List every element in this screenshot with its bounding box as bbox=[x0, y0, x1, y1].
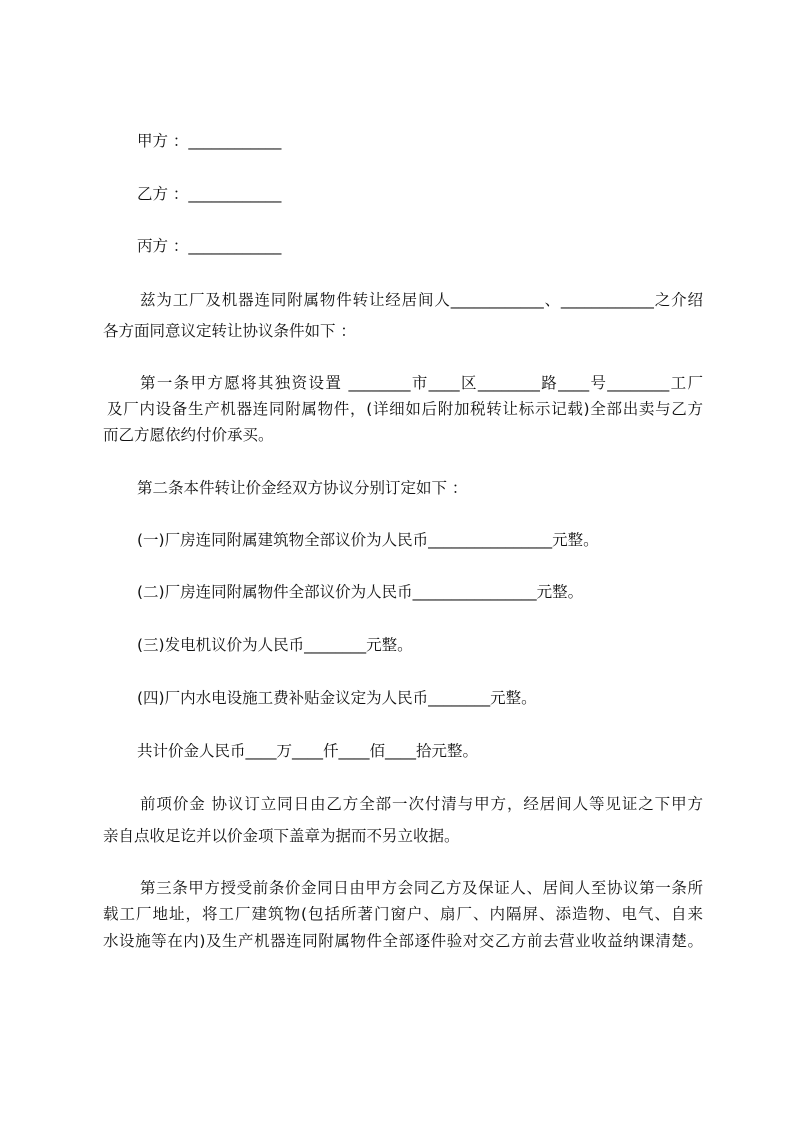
party-line-bing: 丙方 ：____________ bbox=[137, 237, 282, 255]
price-item: (一)厂房连同附属建筑物全部议价为人民币________________元整。 bbox=[137, 531, 599, 549]
price-total: 共计价金人民币____万____仟____佰____拾元整。 bbox=[137, 742, 479, 760]
price-item: (四)厂内水电设施工费补贴金议定为人民币________元整。 bbox=[137, 689, 537, 707]
party-line-jia: 甲方 ：____________ bbox=[137, 132, 282, 150]
article-3-line: 水设施等在内)及生产机器连同附属物件全部逐件验对交乙方前去营业收益纳课清楚。 bbox=[103, 932, 703, 950]
article-1-line: 第一条甲方愿将其独资设置 ________市____区________路____号________工厂 bbox=[140, 374, 703, 392]
article-1-line: 及厂内设备生产机器连同附属物件，(详细如后附加税转让标示记载)全部出卖与乙方 bbox=[107, 400, 703, 418]
price-item: (三)发电机议价为人民币________元整。 bbox=[137, 636, 413, 654]
article-3-line: 第三条甲方授受前条价金同日由甲方会同乙方及保证人、居间人至协议第一条所 bbox=[140, 879, 703, 897]
article-1-line: 而乙方愿依约付价承买。 bbox=[103, 426, 274, 444]
price-item: (二)厂房连同附属物件全部议价为人民币________________元整。 bbox=[137, 583, 584, 601]
intro-line: 兹为工厂及机器连同附属物件转让经居间人____________、____________之介绍 bbox=[140, 291, 703, 309]
article-3-line: 载工厂地址，将工厂建筑物(包括所著门窗户、扇厂、内隔屏、添造物、电气、自来 bbox=[103, 905, 703, 923]
payment-line: 亲自点收足讫并以价金项下盖章为据而不另立收据。 bbox=[103, 827, 460, 845]
intro-line: 各方面同意议定转让协议条件如下 ： bbox=[103, 322, 356, 340]
payment-line: 前项价金 协议订立同日由乙方全部一次付清与甲方，经居间人等见证之下甲方 bbox=[140, 795, 703, 813]
article-2-heading: 第二条本件转让价金经双方协议分别订定如下 ： bbox=[137, 479, 468, 497]
party-line-yi: 乙方 ：____________ bbox=[137, 185, 282, 203]
